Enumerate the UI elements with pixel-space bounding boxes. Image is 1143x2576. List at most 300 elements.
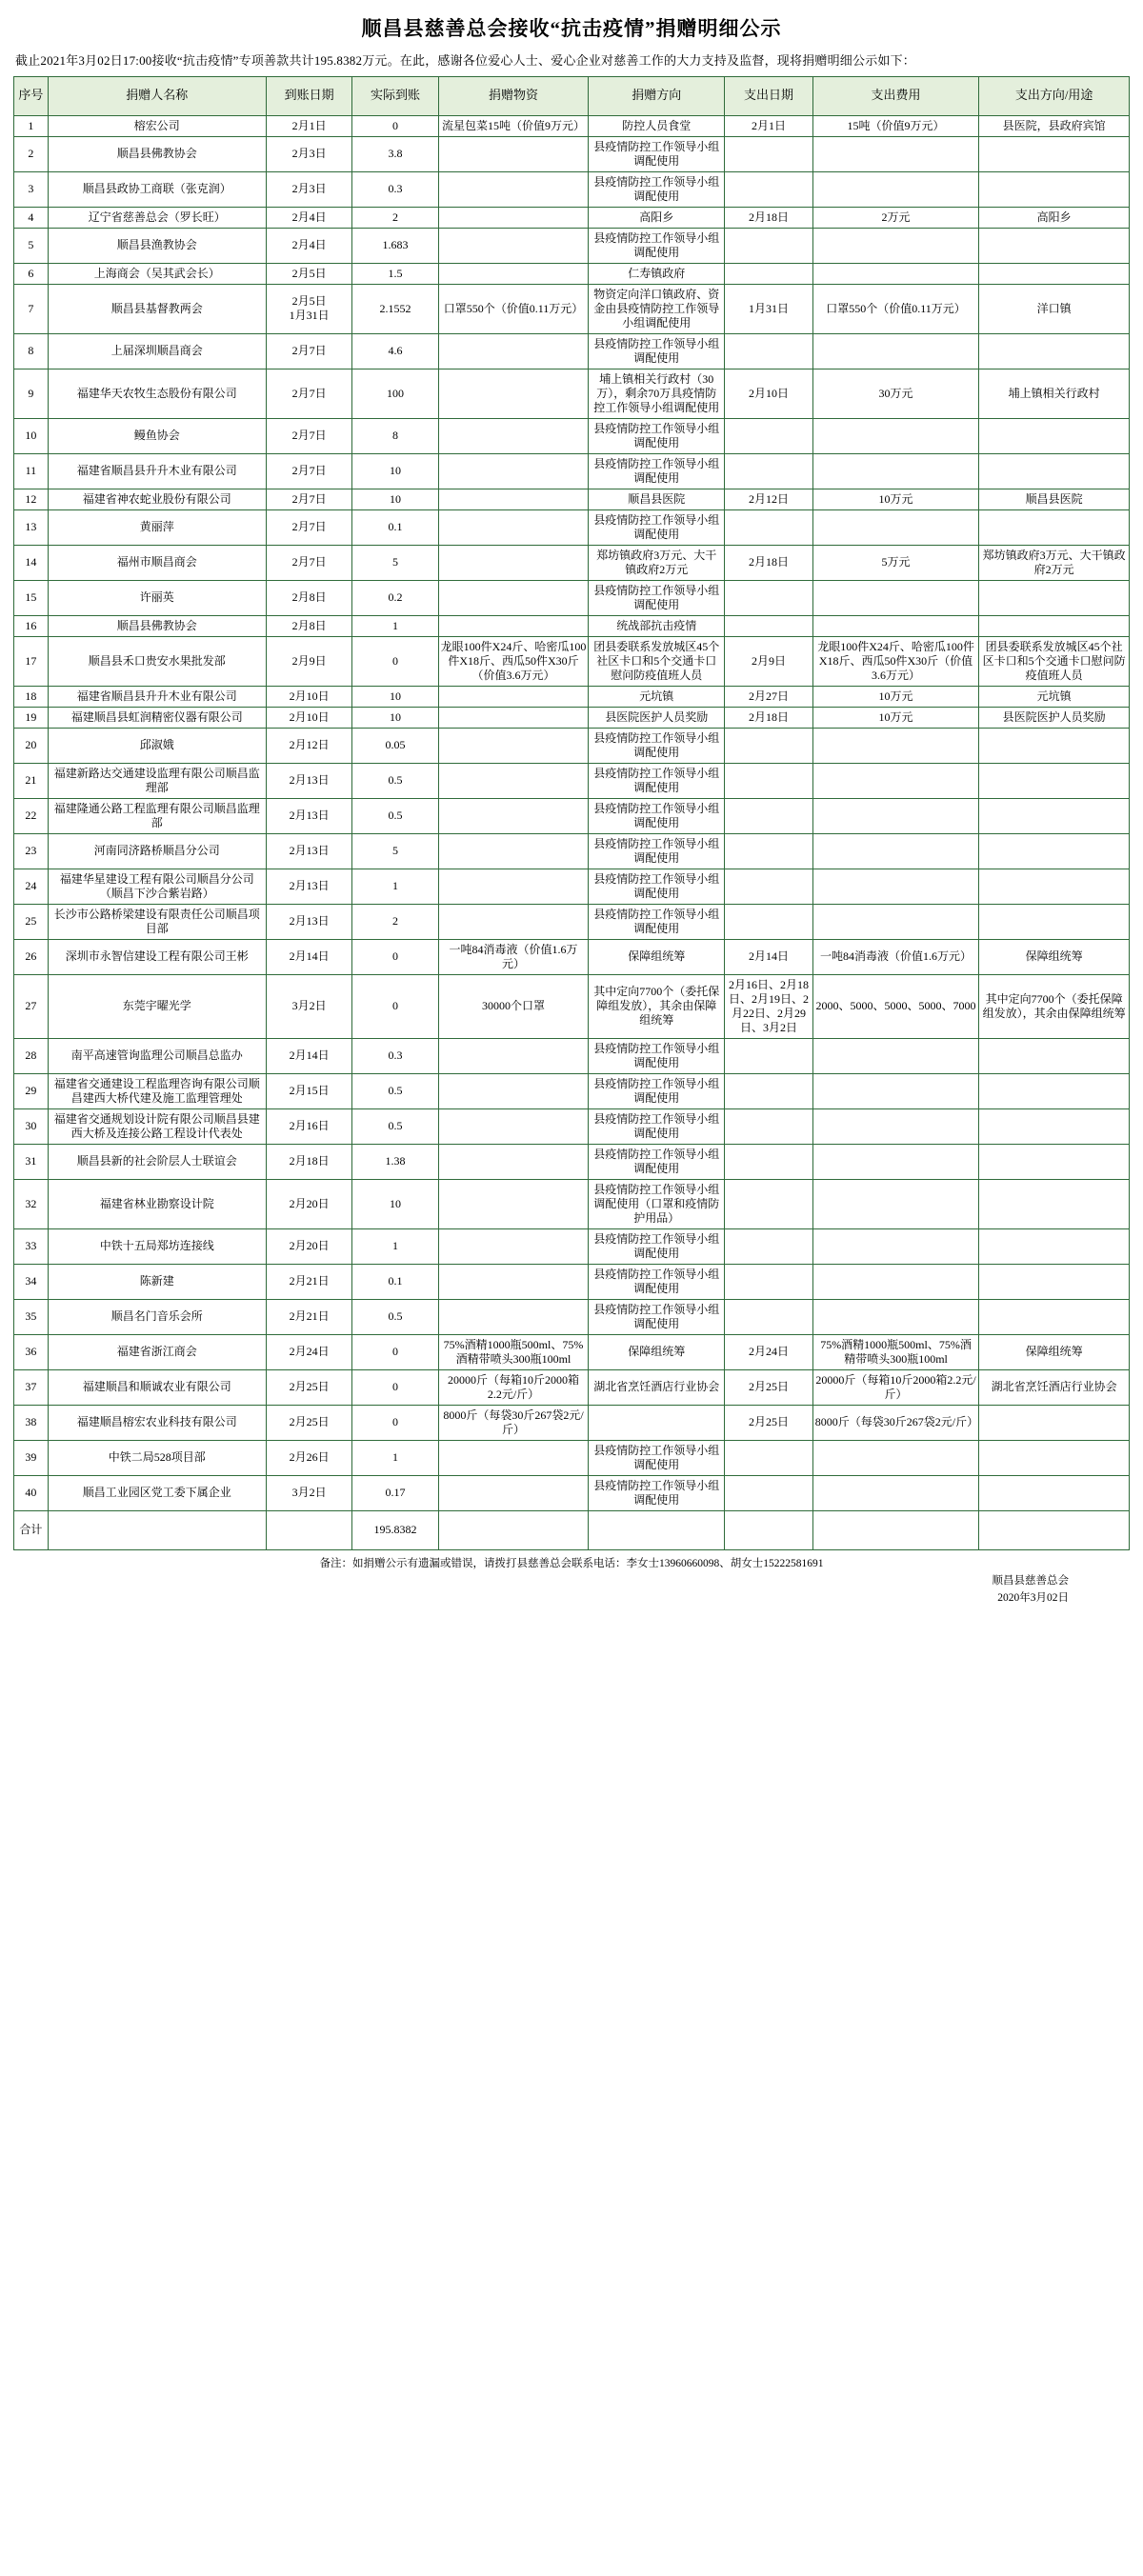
- cell-payout-direction: [979, 869, 1130, 904]
- cell-payout-amount: 2000、5000、5000、5000、7000: [812, 974, 978, 1038]
- cell-donated-goods: 20000斤（每箱10斤2000箱2.2元/斤）: [438, 1369, 589, 1405]
- table-header-row: [14, 76, 1130, 115]
- cell-donor-name: 福建华星建设工程有限公司顺昌分公司（顺昌下沙合紫岩路）: [48, 869, 266, 904]
- cell-actual-received: 2: [352, 207, 438, 228]
- cell-actual-received: 2: [352, 904, 438, 939]
- cell-payout-amount: [812, 1299, 978, 1334]
- cell-receipt-date: 2月13日: [266, 798, 351, 833]
- cell-actual-received: 0: [352, 115, 438, 136]
- table-row: [14, 489, 1130, 509]
- cell-receipt-date: 2月3日: [266, 171, 351, 207]
- cell-donor-name: 福建省顺昌县升升木业有限公司: [48, 686, 266, 707]
- cell-payout-direction: 高阳乡: [979, 207, 1130, 228]
- cell-receipt-date: 2月7日: [266, 545, 351, 580]
- cell-index: 8: [14, 333, 49, 369]
- table-row: [14, 207, 1130, 228]
- cell-donated-goods: [438, 136, 589, 171]
- cell-donor-name: 黄丽萍: [48, 509, 266, 545]
- cell-receipt-date: 2月13日: [266, 833, 351, 869]
- cell-receipt-date: 2月20日: [266, 1228, 351, 1264]
- total-blank-0: [438, 1510, 589, 1549]
- cell-payout-date: [725, 1144, 813, 1179]
- cell-actual-received: 1: [352, 1440, 438, 1475]
- page-title: 顺昌县慈善总会接收“抗击疫情”捐赠明细公示: [361, 17, 782, 40]
- cell-payout-amount: [812, 171, 978, 207]
- intro-paragraph: 截止2021年3月02日17:00接收“抗击疫情”专项善款共计195.8382万元。在此，感谢各位爱心人士、爱心企业对慈善工作的大力支持及监督，现将捐赠明细公示如下：: [15, 53, 916, 68]
- cell-donor-name: 辽宁省慈善总会（罗长旺）: [48, 207, 266, 228]
- cell-donated-goods: [438, 263, 589, 284]
- cell-index: 11: [14, 453, 49, 489]
- cell-actual-received: 0.5: [352, 1108, 438, 1144]
- cell-payout-direction: 顺昌县医院: [979, 489, 1130, 509]
- cell-payout-direction: [979, 904, 1130, 939]
- cell-actual-received: 0: [352, 1369, 438, 1405]
- cell-payout-direction: [979, 1475, 1130, 1510]
- cell-actual-received: 2.1552: [352, 284, 438, 333]
- cell-donated-goods: [438, 1144, 589, 1179]
- table-row: [14, 939, 1130, 974]
- cell-donor-name: 邱淑娥: [48, 728, 266, 763]
- cell-donation-direction: 高阳乡: [589, 207, 725, 228]
- cell-payout-direction: [979, 615, 1130, 636]
- table-row: [14, 763, 1130, 798]
- cell-actual-received: 5: [352, 545, 438, 580]
- cell-donated-goods: 30000个口罩: [438, 974, 589, 1038]
- cell-donor-name: 上届深圳顺昌商会: [48, 333, 266, 369]
- table-row: [14, 707, 1130, 728]
- cell-receipt-date: 2月18日: [266, 1144, 351, 1179]
- cell-actual-received: 0: [352, 1334, 438, 1369]
- cell-donated-goods: [438, 1299, 589, 1334]
- cell-donation-direction: 仁寿镇政府: [589, 263, 725, 284]
- cell-receipt-date: 2月1日: [266, 115, 351, 136]
- cell-payout-direction: [979, 798, 1130, 833]
- cell-donation-direction: 县疫情防控工作领导小组调配使用: [589, 418, 725, 453]
- cell-actual-received: 0.5: [352, 763, 438, 798]
- cell-donated-goods: 一吨84消毒液（价值1.6万元）: [438, 939, 589, 974]
- cell-actual-received: 1: [352, 869, 438, 904]
- cell-receipt-date: 2月7日: [266, 453, 351, 489]
- cell-payout-amount: 15吨（价值9万元）: [812, 115, 978, 136]
- cell-receipt-date: 2月7日: [266, 489, 351, 509]
- cell-payout-date: [725, 798, 813, 833]
- cell-index: 16: [14, 615, 49, 636]
- cell-payout-date: [725, 1264, 813, 1299]
- cell-donor-name: 福建顺昌县虹润精密仪器有限公司: [48, 707, 266, 728]
- cell-donated-goods: [438, 904, 589, 939]
- cell-donor-name: 南平高速管询监理公司顺昌总监办: [48, 1038, 266, 1073]
- cell-payout-direction: 埔上镇相关行政村: [979, 369, 1130, 418]
- cell-donor-name: 深圳市永智信建设工程有限公司王彬: [48, 939, 266, 974]
- cell-receipt-date: 2月8日: [266, 615, 351, 636]
- cell-donated-goods: [438, 1264, 589, 1299]
- cell-actual-received: 5: [352, 833, 438, 869]
- cell-index: 18: [14, 686, 49, 707]
- table-row: [14, 1108, 1130, 1144]
- cell-donation-direction: 县疫情防控工作领导小组调配使用: [589, 136, 725, 171]
- cell-payout-date: 2月18日: [725, 207, 813, 228]
- cell-index: 2: [14, 136, 49, 171]
- cell-actual-received: 0.1: [352, 509, 438, 545]
- cell-index: 15: [14, 580, 49, 615]
- cell-payout-direction: [979, 263, 1130, 284]
- cell-donation-direction: 保障组统筹: [589, 1334, 725, 1369]
- cell-receipt-date: 2月16日: [266, 1108, 351, 1144]
- cell-payout-amount: [812, 228, 978, 263]
- cell-donation-direction: 防控人员食堂: [589, 115, 725, 136]
- cell-donation-direction: 县疫情防控工作领导小组调配使用: [589, 453, 725, 489]
- cell-payout-amount: [812, 509, 978, 545]
- cell-donor-name: 福建省神农蛇业股份有限公司: [48, 489, 266, 509]
- cell-actual-received: 0: [352, 974, 438, 1038]
- cell-index: 32: [14, 1179, 49, 1228]
- cell-payout-direction: [979, 1144, 1130, 1179]
- cell-donor-name: 中铁二局528项目部: [48, 1440, 266, 1475]
- cell-payout-amount: [812, 1144, 978, 1179]
- cell-index: 22: [14, 798, 49, 833]
- table-row: [14, 580, 1130, 615]
- table-row: [14, 453, 1130, 489]
- cell-actual-received: 10: [352, 489, 438, 509]
- cell-donated-goods: [438, 1228, 589, 1264]
- cell-donor-name: 长沙市公路桥梁建设有限责任公司顺昌项目部: [48, 904, 266, 939]
- table-row: [14, 1228, 1130, 1264]
- cell-payout-date: [725, 869, 813, 904]
- cell-payout-amount: 一吨84消毒液（价值1.6万元）: [812, 939, 978, 974]
- cell-receipt-date: 2月4日: [266, 228, 351, 263]
- cell-actual-received: 0.5: [352, 1299, 438, 1334]
- cell-payout-date: [725, 1073, 813, 1108]
- cell-payout-date: 2月10日: [725, 369, 813, 418]
- cell-payout-direction: 元坑镇: [979, 686, 1130, 707]
- cell-donor-name: 东莞宇曜光学: [48, 974, 266, 1038]
- table-row: [14, 1073, 1130, 1108]
- footer-org: 顺昌县慈善总会: [992, 1575, 1069, 1588]
- total-amount: 195.8382: [352, 1510, 438, 1549]
- table-row: [14, 1179, 1130, 1228]
- cell-payout-amount: 10万元: [812, 489, 978, 509]
- cell-payout-date: 2月16日、2月18日、2月19日、2月22日、2月29日、3月2日: [725, 974, 813, 1038]
- table-row: [14, 228, 1130, 263]
- cell-payout-amount: 75%酒精1000瓶500ml、75%酒精带喷头300瓶100ml: [812, 1334, 978, 1369]
- table-row: [14, 369, 1130, 418]
- cell-receipt-date: 2月20日: [266, 1179, 351, 1228]
- table-row: [14, 1038, 1130, 1073]
- table-row: [14, 686, 1130, 707]
- cell-index: 33: [14, 1228, 49, 1264]
- donation-table: [13, 76, 1130, 1550]
- cell-payout-direction: [979, 1299, 1130, 1334]
- cell-actual-received: 0.3: [352, 1038, 438, 1073]
- cell-payout-direction: 湖北省烹饪酒店行业协会: [979, 1369, 1130, 1405]
- cell-payout-direction: [979, 833, 1130, 869]
- table-row: [14, 798, 1130, 833]
- cell-donation-direction: 县疫情防控工作领导小组调配使用: [589, 1144, 725, 1179]
- cell-payout-date: 2月1日: [725, 115, 813, 136]
- cell-payout-amount: 5万元: [812, 545, 978, 580]
- cell-payout-amount: [812, 615, 978, 636]
- cell-actual-received: 10: [352, 453, 438, 489]
- footer-date: 2020年3月02日: [997, 1592, 1069, 1605]
- cell-receipt-date: 3月2日: [266, 974, 351, 1038]
- cell-payout-direction: [979, 333, 1130, 369]
- cell-payout-date: [725, 1440, 813, 1475]
- cell-receipt-date: 2月13日: [266, 763, 351, 798]
- cell-payout-direction: [979, 509, 1130, 545]
- cell-donated-goods: [438, 615, 589, 636]
- cell-payout-amount: [812, 453, 978, 489]
- table-row: [14, 833, 1130, 869]
- cell-donation-direction: 县疫情防控工作领导小组调配使用: [589, 1038, 725, 1073]
- cell-index: 13: [14, 509, 49, 545]
- cell-payout-date: 1月31日: [725, 284, 813, 333]
- cell-actual-received: 0.5: [352, 1073, 438, 1108]
- cell-index: 21: [14, 763, 49, 798]
- cell-donation-direction: 县疫情防控工作领导小组调配使用: [589, 228, 725, 263]
- cell-index: 1: [14, 115, 49, 136]
- footer-block: [13, 1556, 1130, 1608]
- cell-actual-received: 8: [352, 418, 438, 453]
- cell-payout-date: [725, 728, 813, 763]
- cell-payout-amount: 8000斤（每袋30斤267袋2元/斤）: [812, 1405, 978, 1440]
- cell-payout-direction: [979, 728, 1130, 763]
- cell-donor-name: 上海商会（吴其武会长）: [48, 263, 266, 284]
- cell-receipt-date: 3月2日: [266, 1475, 351, 1510]
- cell-receipt-date: 2月7日: [266, 369, 351, 418]
- cell-index: 4: [14, 207, 49, 228]
- cell-donor-name: 顺昌县政协工商联（张克润）: [48, 171, 266, 207]
- cell-donated-goods: [438, 489, 589, 509]
- cell-donor-name: 顺昌县渔教协会: [48, 228, 266, 263]
- cell-payout-amount: [812, 1108, 978, 1144]
- cell-payout-direction: [979, 136, 1130, 171]
- cell-donor-name: 福建隆通公路工程监理有限公司顺昌监理部: [48, 798, 266, 833]
- cell-payout-date: [725, 904, 813, 939]
- cell-payout-direction: [979, 1108, 1130, 1144]
- cell-payout-direction: [979, 1264, 1130, 1299]
- cell-payout-direction: 郑坊镇政府3万元、大干镇政府2万元: [979, 545, 1130, 580]
- cell-donated-goods: [438, 1179, 589, 1228]
- cell-receipt-date: 2月13日: [266, 869, 351, 904]
- cell-actual-received: 1.38: [352, 1144, 438, 1179]
- cell-payout-date: [725, 418, 813, 453]
- cell-donor-name: 福建省林业勘察设计院: [48, 1179, 266, 1228]
- col-payout-date: 支出日期: [725, 76, 813, 115]
- cell-donation-direction: 物资定向洋口镇政府、资金由县疫情防控工作领导小组调配使用: [589, 284, 725, 333]
- cell-actual-received: 0.2: [352, 580, 438, 615]
- table-row: [14, 1144, 1130, 1179]
- cell-payout-amount: [812, 418, 978, 453]
- table-row: [14, 545, 1130, 580]
- cell-receipt-date: 2月7日: [266, 509, 351, 545]
- cell-index: 28: [14, 1038, 49, 1073]
- cell-donor-name: 福建华天农牧生态股份有限公司: [48, 369, 266, 418]
- col-donation-direction: 捐赠方向: [589, 76, 725, 115]
- cell-donation-direction: 埔上镇相关行政村（30万），剩余70万具疫情防控工作领导小组调配使用: [589, 369, 725, 418]
- cell-receipt-date: 2月21日: [266, 1299, 351, 1334]
- cell-donor-name: 顺昌县基督教两会: [48, 284, 266, 333]
- cell-donation-direction: 县疫情防控工作领导小组调配使用: [589, 1475, 725, 1510]
- cell-payout-date: [725, 1228, 813, 1264]
- cell-payout-date: 2月27日: [725, 686, 813, 707]
- cell-payout-direction: [979, 1440, 1130, 1475]
- cell-actual-received: 10: [352, 686, 438, 707]
- table-row: [14, 636, 1130, 686]
- cell-donation-direction: 县疫情防控工作领导小组调配使用: [589, 1228, 725, 1264]
- cell-payout-amount: 龙眼100件X24斤、哈密瓜100件X18斤、西瓜50件X30斤（价值3.6万元）: [812, 636, 978, 686]
- cell-payout-amount: [812, 1264, 978, 1299]
- cell-index: 30: [14, 1108, 49, 1144]
- total-blank-date: [266, 1510, 351, 1549]
- cell-payout-amount: 口罩550个（价值0.11万元）: [812, 284, 978, 333]
- cell-payout-date: [725, 1299, 813, 1334]
- cell-payout-direction: 洋口镇: [979, 284, 1130, 333]
- cell-payout-date: [725, 1108, 813, 1144]
- table-row: [14, 1405, 1130, 1440]
- cell-donation-direction: 县疫情防控工作领导小组调配使用: [589, 904, 725, 939]
- cell-donated-goods: [438, 763, 589, 798]
- cell-index: 19: [14, 707, 49, 728]
- cell-donation-direction: 县疫情防控工作领导小组调配使用: [589, 333, 725, 369]
- table-row: [14, 615, 1130, 636]
- cell-donation-direction: 县疫情防控工作领导小组调配使用: [589, 580, 725, 615]
- cell-donated-goods: [438, 580, 589, 615]
- cell-donor-name: 顺昌县佛教协会: [48, 136, 266, 171]
- table-row: [14, 1369, 1130, 1405]
- cell-donation-direction: 县疫情防控工作领导小组调配使用: [589, 509, 725, 545]
- table-row: [14, 728, 1130, 763]
- cell-donation-direction: 县疫情防控工作领导小组调配使用: [589, 1440, 725, 1475]
- cell-actual-received: 10: [352, 1179, 438, 1228]
- cell-payout-direction: 团县委联系发放城区45个社区卡口和5个交通卡口慰问防疫值班人员: [979, 636, 1130, 686]
- table-total-row: [14, 1510, 1130, 1549]
- cell-payout-amount: [812, 869, 978, 904]
- cell-donation-direction: 顺昌县医院: [589, 489, 725, 509]
- cell-donor-name: 福建省交通建设工程监理咨询有限公司顺昌建西大桥代建及施工监理管理处: [48, 1073, 266, 1108]
- cell-index: 5: [14, 228, 49, 263]
- col-actual-received: 实际到账: [352, 76, 438, 115]
- cell-receipt-date: 2月7日: [266, 333, 351, 369]
- cell-donor-name: 顺昌名门音乐会所: [48, 1299, 266, 1334]
- cell-payout-amount: [812, 1228, 978, 1264]
- cell-donation-direction: 县疫情防控工作领导小组调配使用: [589, 798, 725, 833]
- cell-actual-received: 1: [352, 1228, 438, 1264]
- cell-index: 29: [14, 1073, 49, 1108]
- cell-payout-amount: [812, 728, 978, 763]
- cell-payout-amount: [812, 833, 978, 869]
- cell-payout-date: [725, 171, 813, 207]
- cell-donated-goods: [438, 418, 589, 453]
- cell-receipt-date: 2月14日: [266, 939, 351, 974]
- table-row: [14, 904, 1130, 939]
- total-blank-4: [979, 1510, 1130, 1549]
- cell-payout-date: [725, 136, 813, 171]
- cell-donor-name: 榕宏公司: [48, 115, 266, 136]
- cell-donor-name: 顺昌县禾口贵安水果批发部: [48, 636, 266, 686]
- cell-donated-goods: [438, 207, 589, 228]
- cell-payout-amount: [812, 136, 978, 171]
- cell-actual-received: 1.683: [352, 228, 438, 263]
- table-row: [14, 1299, 1130, 1334]
- cell-donated-goods: 8000斤（每袋30斤267袋2元/斤）: [438, 1405, 589, 1440]
- cell-payout-date: [725, 833, 813, 869]
- cell-actual-received: 0.05: [352, 728, 438, 763]
- cell-payout-date: [725, 1179, 813, 1228]
- cell-donor-name: 顺昌县佛教协会: [48, 615, 266, 636]
- cell-payout-amount: 30万元: [812, 369, 978, 418]
- cell-donation-direction: 县疫情防控工作领导小组调配使用: [589, 833, 725, 869]
- cell-payout-direction: [979, 418, 1130, 453]
- cell-donor-name: 福建省交通规划设计院有限公司顺昌县建西大桥及连接公路工程设计代表处: [48, 1108, 266, 1144]
- total-blank-name: [48, 1510, 266, 1549]
- cell-donated-goods: 流星包菜15吨（价值9万元）: [438, 115, 589, 136]
- cell-receipt-date: 2月26日: [266, 1440, 351, 1475]
- cell-payout-direction: [979, 1405, 1130, 1440]
- cell-index: 12: [14, 489, 49, 509]
- cell-payout-amount: [812, 1073, 978, 1108]
- cell-donated-goods: [438, 686, 589, 707]
- cell-payout-amount: [812, 1038, 978, 1073]
- cell-payout-amount: [812, 580, 978, 615]
- table-row: [14, 869, 1130, 904]
- cell-donated-goods: [438, 1108, 589, 1144]
- cell-payout-direction: [979, 763, 1130, 798]
- cell-receipt-date: 2月12日: [266, 728, 351, 763]
- cell-payout-date: [725, 228, 813, 263]
- cell-receipt-date: 2月24日: [266, 1334, 351, 1369]
- cell-payout-amount: [812, 333, 978, 369]
- cell-receipt-date: 2月13日: [266, 904, 351, 939]
- cell-index: 31: [14, 1144, 49, 1179]
- cell-payout-amount: [812, 904, 978, 939]
- cell-donor-name: 中铁十五局郑坊连接线: [48, 1228, 266, 1264]
- cell-index: 10: [14, 418, 49, 453]
- table-row: [14, 1475, 1130, 1510]
- cell-payout-direction: [979, 1179, 1130, 1228]
- cell-actual-received: 0.17: [352, 1475, 438, 1510]
- cell-index: 27: [14, 974, 49, 1038]
- cell-index: 23: [14, 833, 49, 869]
- total-blank-2: [725, 1510, 813, 1549]
- cell-payout-direction: [979, 580, 1130, 615]
- cell-actual-received: 100: [352, 369, 438, 418]
- cell-index: 36: [14, 1334, 49, 1369]
- cell-donated-goods: [438, 369, 589, 418]
- cell-donation-direction: 保障组统筹: [589, 939, 725, 974]
- cell-donor-name: 福建顺昌和顺诚农业有限公司: [48, 1369, 266, 1405]
- cell-payout-amount: [812, 263, 978, 284]
- cell-index: 34: [14, 1264, 49, 1299]
- cell-receipt-date: 2月25日: [266, 1369, 351, 1405]
- table-row: [14, 418, 1130, 453]
- table-row: [14, 1440, 1130, 1475]
- cell-receipt-date: 2月5日: [266, 263, 351, 284]
- cell-donor-name: 顺昌县新的社会阶层人士联谊会: [48, 1144, 266, 1179]
- cell-donated-goods: [438, 228, 589, 263]
- cell-donated-goods: [438, 798, 589, 833]
- cell-payout-date: [725, 1475, 813, 1510]
- cell-payout-direction: 保障组统筹: [979, 1334, 1130, 1369]
- cell-receipt-date: 2月9日: [266, 636, 351, 686]
- cell-index: 17: [14, 636, 49, 686]
- cell-actual-received: 0: [352, 1405, 438, 1440]
- cell-donation-direction: 县疫情防控工作领导小组调配使用: [589, 1108, 725, 1144]
- table-row: [14, 171, 1130, 207]
- cell-payout-date: [725, 763, 813, 798]
- cell-payout-direction: 县医院，县政府宾馆: [979, 115, 1130, 136]
- cell-payout-amount: [812, 1179, 978, 1228]
- cell-payout-direction: 县医院医护人员奖励: [979, 707, 1130, 728]
